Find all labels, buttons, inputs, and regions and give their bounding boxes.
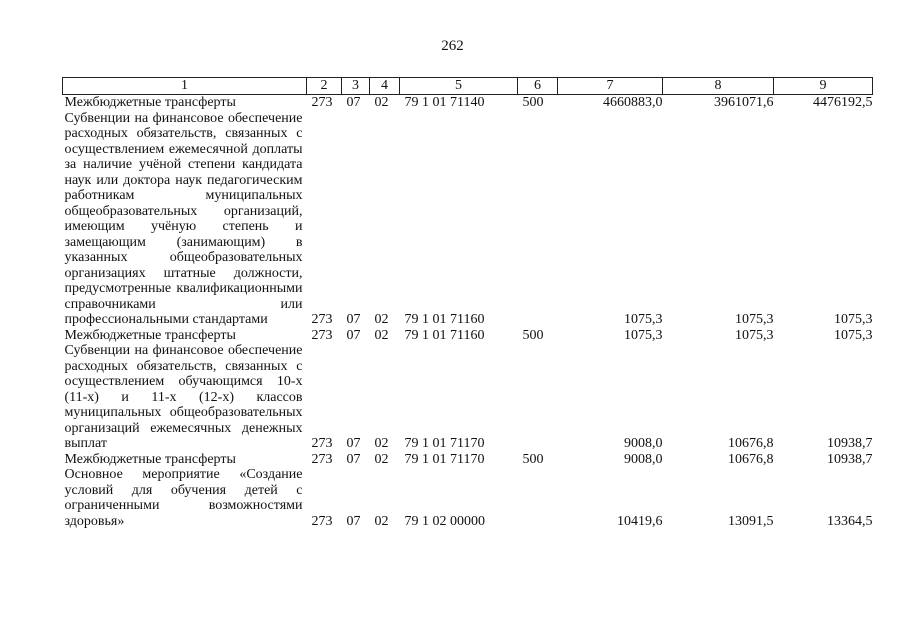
table-header [63, 78, 873, 95]
cell-subsection: 02 [374, 451, 389, 467]
cell-section: 07 [346, 95, 361, 110]
header-cell: 1 [63, 78, 307, 95]
cell-amount-year3: 10938,7 [827, 451, 873, 467]
cell-amount-year3: 10938,7 [827, 436, 873, 451]
cell-gr-code: 273 [311, 95, 333, 110]
cell-gr-code: 273 [311, 451, 333, 467]
row-description: Межбюджетные трансферты [64, 327, 236, 343]
cell-gr-code: 273 [311, 436, 333, 451]
cell-section: 07 [346, 513, 361, 529]
table-row [63, 95, 873, 111]
cell-subsection: 02 [374, 95, 389, 110]
page-number: 262 [441, 38, 464, 54]
cell-subsection: 02 [374, 436, 389, 451]
cell-expense-type [518, 467, 558, 529]
header-cell: 6 [518, 78, 558, 95]
cell-amount-year3: 4476192,5 [813, 95, 873, 110]
cell-gr-code: 273 [311, 312, 333, 327]
cell-section: 07 [346, 327, 361, 343]
row-description: Основное мероприятие «Создание условий для обучения детей с ограниченными возможностями здоровья» [64, 467, 303, 529]
cell-amount-year1: 1075,3 [624, 312, 663, 327]
cell-amount-year2: 3961071,6 [714, 95, 774, 110]
cell-amount-year3: 1075,3 [834, 312, 873, 327]
header-cell: 8 [663, 78, 774, 95]
row-description: Субвенции на финансовое обеспечение расходных обязательств, связанных с осуществлением обучающимся 10-х (11-х) и 11-х (12-х) классов муниципальных общеобразовательных организаций ежемесячных денежных выплат [64, 343, 303, 451]
row-description: Межбюджетные трансферты [64, 95, 236, 110]
header-cell: 3 [342, 78, 370, 95]
cell-subsection: 02 [374, 312, 389, 327]
header-cell: 9 [774, 78, 873, 95]
cell-amount-year1: 1075,3 [624, 327, 663, 343]
cell-target-article: 79 1 01 71140 [404, 95, 485, 110]
cell-section: 07 [346, 451, 361, 467]
cell-target-article: 79 1 01 71170 [404, 436, 485, 451]
cell-gr-code: 273 [311, 327, 333, 343]
header-cell: 5 [400, 78, 518, 95]
row-description: Межбюджетные трансферты [64, 451, 236, 467]
header-cell: 7 [558, 78, 663, 95]
cell-amount-year2: 10676,8 [728, 451, 774, 467]
cell-section: 07 [346, 312, 361, 327]
cell-target-article: 79 1 02 00000 [404, 513, 485, 529]
cell-amount-year3: 1075,3 [834, 327, 873, 343]
cell-expense-type: 500 [522, 451, 544, 467]
table-row [63, 328, 873, 344]
row-description: Субвенции на финансовое обеспечение расходных обязательств, связанных с осуществлением ежемесячной доплаты за наличие учёной степени кандидата наук или доктора наук педагогическим работникам муниципальных общеобразовательных организаций, имеющим учёную степень и замещающим (занимающим) в указанных общеобразовательных организациях штатные должности, предусмотренные квалификационными справочниками или профессиональными стандартами [64, 110, 303, 327]
cell-target-article: 79 1 01 71170 [404, 451, 485, 467]
cell-expense-type [518, 111, 558, 328]
budget-table [62, 77, 873, 529]
cell-subsection: 02 [374, 513, 389, 529]
cell-expense-type: 500 [522, 95, 544, 110]
cell-gr-code: 273 [311, 513, 333, 529]
cell-target-article: 79 1 01 71160 [404, 312, 485, 327]
cell-amount-year1: 9008,0 [624, 436, 663, 451]
cell-amount-year2: 1075,3 [735, 327, 774, 343]
table-row [63, 452, 873, 468]
cell-amount-year3: 13364,5 [827, 513, 873, 529]
cell-subsection: 02 [374, 327, 389, 343]
cell-target-article: 79 1 01 71160 [404, 327, 485, 343]
header-cell: 4 [370, 78, 400, 95]
cell-expense-type: 500 [522, 327, 544, 343]
header-cell: 2 [307, 78, 342, 95]
table-row [63, 111, 873, 328]
table-row [63, 467, 873, 529]
cell-amount-year2: 10676,8 [728, 436, 774, 451]
table-row [63, 343, 873, 452]
cell-amount-year2: 13091,5 [728, 513, 774, 529]
cell-amount-year1: 4660883,0 [603, 95, 663, 110]
cell-expense-type [518, 343, 558, 452]
cell-amount-year1: 9008,0 [624, 451, 663, 467]
cell-amount-year1: 10419,6 [617, 513, 663, 529]
cell-amount-year2: 1075,3 [735, 312, 774, 327]
cell-section: 07 [346, 436, 361, 451]
